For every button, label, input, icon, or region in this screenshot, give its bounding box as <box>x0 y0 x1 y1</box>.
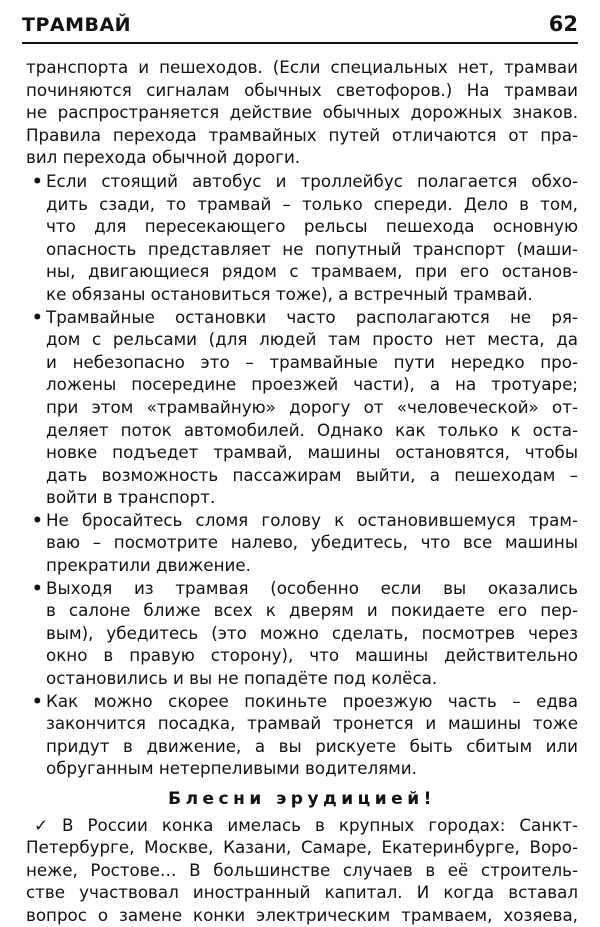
text-line: при этом «трамвайную» дорогу от «человеческой» от- <box>46 396 578 417</box>
chapter-title: ТРАМВАЙ <box>22 14 132 36</box>
text-line: обруганным нетерпеливыми водителями. <box>46 758 417 779</box>
text-line: стве участвовал иностранный капитал. И когда вставал <box>26 882 578 903</box>
text-line: в салоне ближе всех к дверям и покидаете его пер- <box>46 600 578 621</box>
list-item <box>26 509 578 577</box>
text-line: ке обязаны остановиться тоже), а встречный трамвай. <box>46 283 533 304</box>
text-line <box>26 814 578 837</box>
section-title: Блесни эрудицией! <box>168 789 436 809</box>
text-line: ны, двигающиеся рядом с трамваем, при его останов- <box>46 261 578 282</box>
text-line: Петербурге, Москве, Казани, Самаре, Екатеринбурге, Воро- <box>26 837 578 858</box>
bullet-icon: • <box>32 577 43 598</box>
text-line: дить сзади, то трамвай – только спереди. Дело в том, <box>46 193 578 214</box>
text-line: прекратили движение. <box>46 555 251 576</box>
text-line: вил перехода обычной дороги. <box>26 147 301 168</box>
text-line: Выходя из трамвая (особенно если вы оказались <box>46 577 578 598</box>
text-line: ложены посередине проезжей части), а на тротуаре; <box>46 374 578 395</box>
text-line: новке подъедет трамвай, машины остановятся, чтобы <box>46 442 578 463</box>
checkmark-icon: ✓ <box>34 814 48 835</box>
text-line: вопрос о замене конки электрическим трамваем, хозяева, <box>26 904 578 925</box>
page-number: 62 <box>548 12 578 36</box>
text-line: придут в движение, а вы рискуете быть сбитым или <box>46 735 578 756</box>
text-line: опасность представляет не попутный транспорт (маши- <box>46 238 578 259</box>
list-item <box>26 170 578 306</box>
text-line: войти в транспорт. <box>46 487 216 508</box>
text-line: деляет поток автомобилей. Однако как только к оста- <box>46 419 578 440</box>
text-line: окно в правую сторону), что машины действительно <box>46 645 578 666</box>
bullet-icon: • <box>32 690 43 711</box>
text-line: неже, Ростове… В большинстве случаев в её строитель- <box>26 859 578 880</box>
list-item <box>26 690 578 780</box>
list-item <box>26 306 578 509</box>
text-line: вым), убедитесь (это можно сделать, посмотрев через <box>46 622 578 643</box>
text-line: ваю – посмотрите налево, убедитесь, что все машины <box>46 532 578 553</box>
bullet-list <box>26 170 578 780</box>
bullet-icon: • <box>32 170 43 191</box>
bullet-icon: • <box>32 306 43 327</box>
text-line: Если стоящий автобус и троллейбус полагается обхо- <box>46 170 578 191</box>
text-line: не распространяется действие обычных дорожных знаков. <box>26 102 578 123</box>
text-line: Как можно скорее покиньте проезжую часть – едва <box>46 690 578 711</box>
intro-paragraph <box>26 56 578 169</box>
text-line: и небезопасно это – трамвайные пути нередко про- <box>46 351 578 372</box>
text-line: дом с рельсами (для людей там просто нет места, да <box>46 329 578 350</box>
list-item <box>26 577 578 690</box>
text-line: Трамвайные остановки часто располагаются не ря- <box>46 306 578 327</box>
text-line: починяются сигналам обычных светофоров.) На трамваи <box>26 79 578 100</box>
page-content <box>26 56 578 927</box>
text-line: Не бросайтесь сломя голову к остановившемуся трам- <box>46 509 578 530</box>
fact-paragraph <box>26 814 578 927</box>
page-header <box>22 14 578 44</box>
text-line: дать возможность пассажирам выйти, а пешеходам – <box>46 464 578 485</box>
text-line-content: В России конка имелась в крупных городах: Санкт- <box>62 814 578 835</box>
text-line: Правила перехода трамвайных путей отличаются от пра- <box>26 124 578 145</box>
bullet-icon: • <box>32 509 43 530</box>
text-line: остановились и вы не попадёте под колёса. <box>46 668 438 689</box>
text-line: что для пересекающего рельсы пешехода основную <box>46 216 578 237</box>
text-line: закончится посадка, трамвай тронется и машины тоже <box>46 713 578 734</box>
text-line: транспорта и пешеходов. (Если специальных нет, трамваи <box>26 57 578 77</box>
